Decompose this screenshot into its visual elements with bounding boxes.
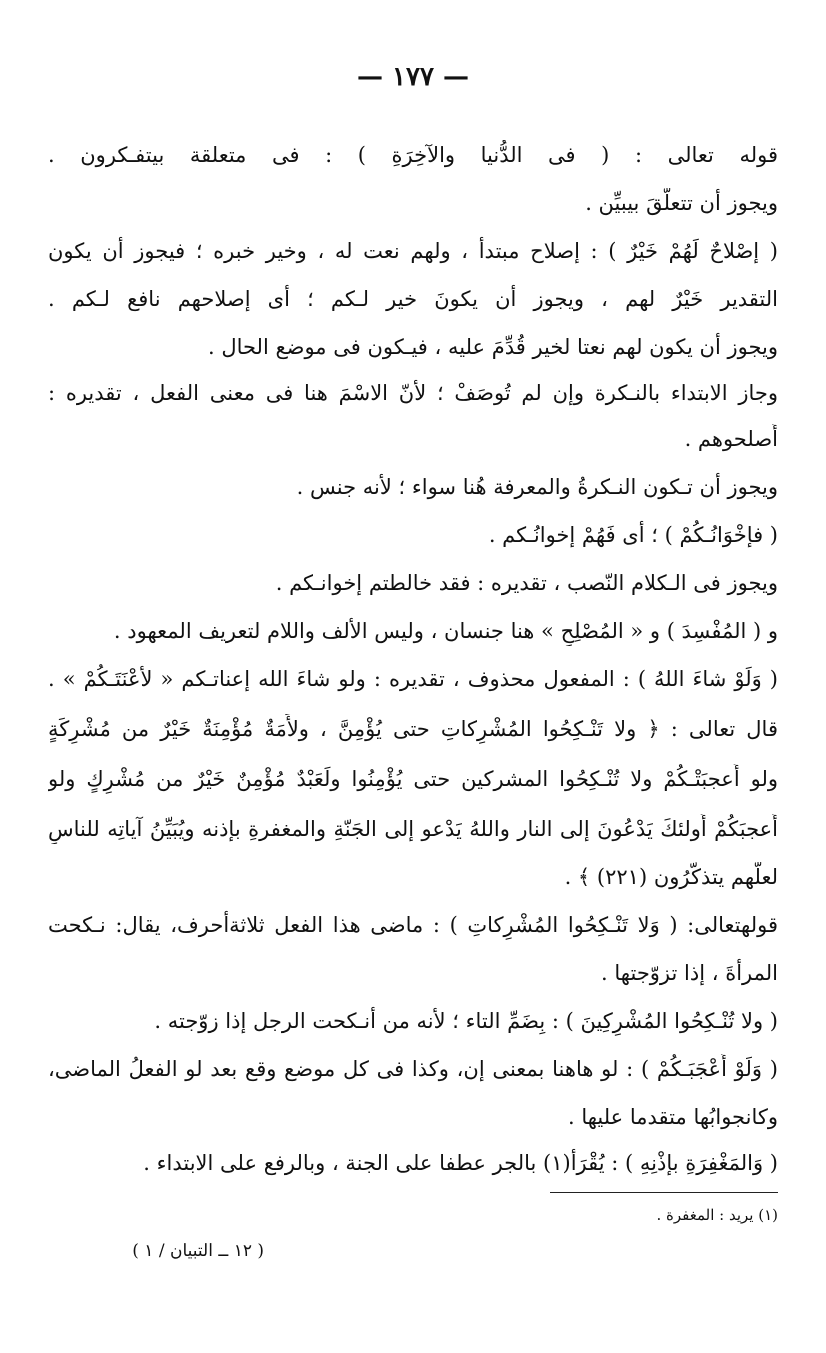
text-line-9: ( فإخْوَانُـكُمْ ) ؛ أى فَهُمْ إخوانُـكم . (488, 523, 778, 547)
text-line-7: أَصلحوهم . (684, 427, 778, 451)
text-line-10: ويجوز فى الـكلام النّصب ، تقديره : فقد خالطتم إخوانـكم . (275, 571, 778, 595)
text-line-22: ( وَالمَغْفِرَةِ بإذْنِهِ ) : يُقْرَأ(١) بالجر عطفا على الجنة ، وبالرفع على الابتداء . (143, 1151, 778, 1175)
text-line-16: لعلّهم يتذكّرُون (٢٢١) ﴾ . (564, 865, 778, 889)
footnote-divider (550, 1192, 778, 1193)
page-number: — ١٧٧ — (356, 62, 470, 92)
text-line-20: ( وَلَوْ أَعْجَبَـكُمْ ) : لو هاهنا بمعنى إن، وكذا فى كل موضع وقع بعد لو الفعلُ الماضى، (48, 1057, 778, 1081)
text-line-19: ( ولا تُنْـكِحُوا المُشْرِكِينَ ) : بِضَمِّ التاء ؛ لأنه من أنـكحت الرجل إذا زوّجته . (154, 1009, 778, 1033)
text-line-2: ويجوز أن تتعلّقَ بيبيِّن . (585, 191, 778, 215)
text-line-12: ( وَلَوْ شاءَ اللهُ ) : المفعول محذوف ، تقديره : ولو شاءَ الله إعناتـكم « لأعْنَتَـكُمْ » . (48, 667, 778, 691)
text-line-11: و ( المُفْسِدَ ) و « المُصْلِحِ » هنا جنسان ، وليس الألف واللام لتعريف المعهود . (113, 619, 778, 643)
text-line-6: وجاز الابتداء بالنـكرة وإن لم تُوصَفْ ؛ لأنّ الاسْمَ هنا فى معنى الفعل ، تقديره : (48, 381, 778, 405)
text-line-17: قولهتعالى: ( وَلا تَنْـكِحُوا المُشْرِكاتِ ) : ماضى هذا الفعل ثلاثةأحرف، يقال: نـكحت (48, 913, 778, 937)
text-line-4: التقدير خَيْرٌ لهم ، ويجوز أن يكونَ خير لـكم ؛ أى إصلاحهم نافع لـكم . (48, 287, 778, 311)
text-line-15: أَعجبَكُمْ أُولئكَ يَدْعُونَ إلى النار واللهُ يَدْعو إلى الجَنّةِ والمغفرةِ بإذنه ويُبَيِّنُ آياتِه للناسِ (48, 817, 778, 841)
text-line-3: ( إصْلاحٌ لَهُمْ خَيْرٌ ) : إصلاح مبتدأ ، ولهم نعت له ، وخير خبره ؛ فيجوز أن يكون (48, 239, 778, 263)
text-line-1: قوله تعالى : ( فى الدُّنيا والآخِرَةِ ) : فى متعلقة بيتفـكرون . (48, 143, 778, 167)
printer-signature: ( ١٢ ــ التبيان / ١ ) (132, 1241, 264, 1261)
text-line-8: ويجوز أن تـكون النـكرةُ والمعرفة هُنا سواء ؛ لأنه جنس . (296, 475, 778, 499)
text-line-21: وكانجوابُها متقدما عليها . (567, 1105, 778, 1129)
text-line-13: قال تعالى : ﴿ ولا تَنْـكِحُوا المُشْرِكاتِ حتى يُؤْمِنَّ ، ولأَمَةٌ مُؤْمِنَةٌ خَيْرٌ من مُشْرِكَةٍ (48, 717, 778, 741)
text-line-14: ولو أَعجبَتْـكُمْ ولا تُنْـكِحُوا المشركين حتى يُؤْمِنُوا ولَعَبْدٌ مُؤْمِنٌ خَيْرٌ من مُشْرِكٍ ولو (48, 767, 778, 791)
text-line-18: المرأةَ ، إذا تزوّجتها . (601, 961, 778, 985)
text-line-5: ويجوز أن يكون لهم نعتا لخير قُدِّمَ عليه ، فيـكون فى موضع الحال . (207, 335, 778, 359)
footnote: (١) يريد : المغفرة . (656, 1206, 778, 1224)
